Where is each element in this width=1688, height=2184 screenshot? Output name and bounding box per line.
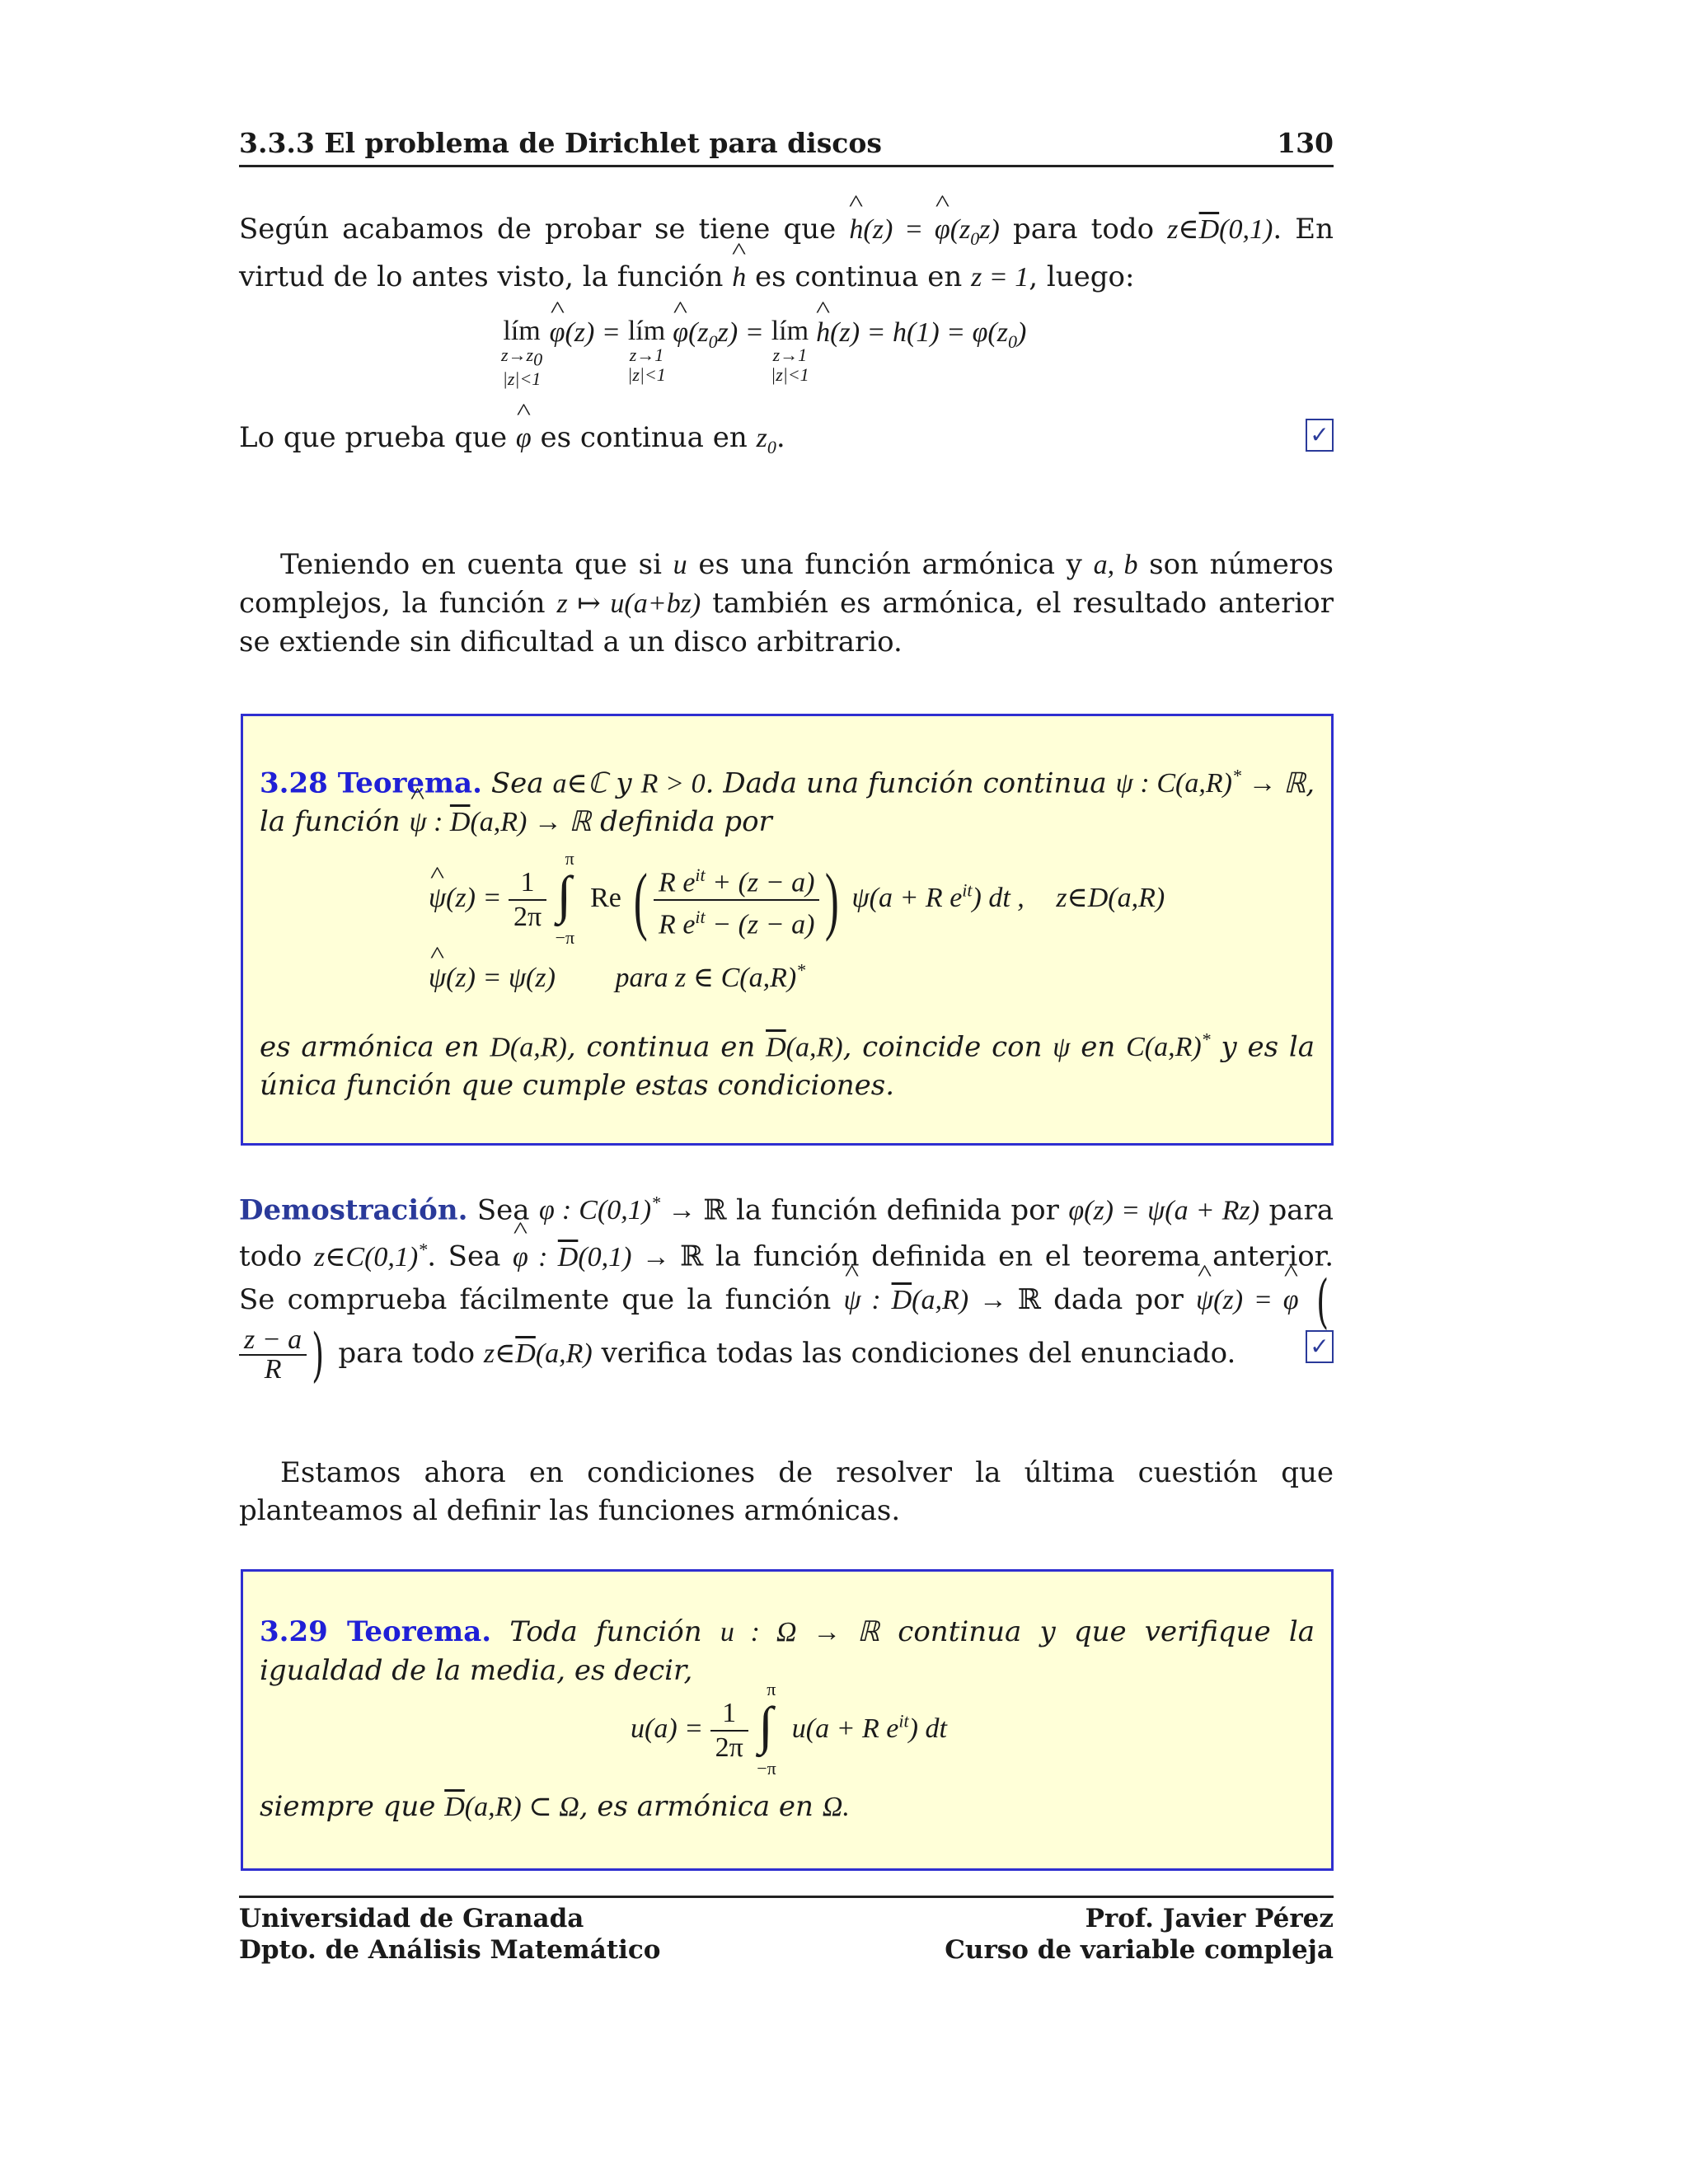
theorem-3-28-statement: 3.28 Teorema. Sea a∈ℂ y R > 0. Dada una función continua ψ : C(a,R)* → ℝ, la función ^ ψ : $\overline{D}(a,R)$ → ℝ definida por — [260, 757, 1315, 841]
theorem-3-28-title: 3.28 Teorema. — [260, 766, 482, 800]
page-footer — [239, 1896, 1334, 1965]
document-page — [239, 0, 1334, 2184]
theorem-3-29-conclusion: siempre que $\overline{D}(a,R)$ ⊂ Ω, es armónica en Ω. — [260, 1790, 850, 1823]
qed-mark-1: ✓ — [1306, 419, 1334, 452]
footer-university: Universidad de Granada — [239, 1904, 584, 1933]
poisson-integral-formula: ^ ψ(z) = $\frac{1}{2\pi}$ π ∫ −π Re ( $\frac{R e^{it} + (z - a)}{R e^{it} - (z - a)}$ ) ψ(a + R $e^{it}$) dt , z∈D(a,R) — [429, 855, 1165, 945]
footer-department: Dpto. de Análisis Matemático — [239, 1935, 661, 1965]
theorem-3-29-box — [241, 1569, 1334, 1871]
boundary-condition: ^ ψ(z) = ψ(z) para z ∈ C(a,R)* — [429, 960, 805, 994]
theorem-3-28-conclusion: es armónica en D(a,R), continua en $\overline{D}(a,R)$, coincide con ψ en C(a,R)* y es la única función que cumple estas condiciones. — [260, 1029, 1315, 1103]
theorem-3-29-title: 3.29 Teorema. — [260, 1615, 492, 1648]
page-number: 130 — [1277, 127, 1334, 159]
section-title: 3.3.3 El problema de Dirichlet para discos — [239, 127, 882, 159]
qed-mark-2: ✓ — [1306, 1330, 1334, 1363]
theorem-3-28-box — [241, 714, 1334, 1146]
paragraph-3: Teniendo en cuenta que si u es una función armónica y a, b son números complejos, la función z ↦ u(a+bz) también es armónica, el resultado anterior se extiende sin dificultad a un disco arbitrario. — [239, 548, 1334, 658]
paragraph-4: Estamos ahora en condiciones de resolver la última cuestión que planteamos al definir las funciones armónicas. — [239, 1456, 1334, 1527]
running-header — [239, 125, 1334, 167]
footer-course: Curso de variable compleja — [945, 1935, 1334, 1965]
proof-paragraph: Demostración. Sea φ : C(0,1)* → ℝ la función definida por φ(z) = ψ(a + Rz) para todo z∈C(0,1)*. Sea ^ φ : $\overline{D}(0,1)$ → ℝ la función definida en el teorema anterior. Se comprueba fácilmente que la función ^ ψ : $\overline{D}(a,R)$ → ℝ dada por ^ ψ(z) = ^ φ ( $\frac{z - a}{R}$ ) para todo $z\in\overline{D}(a,R)$ verifica todas las condiciones del enunciado. — [239, 1183, 1334, 1384]
mean-value-formula: u(a) = $\frac{1}{2\pi}$ π ∫ −π u(a + R $e^{it}$) dt — [631, 1679, 947, 1779]
footer-author: Prof. Javier Pérez — [1085, 1904, 1334, 1933]
proof-label: Demostración. — [239, 1193, 468, 1227]
paragraph-2: Lo que prueba que ^ φ es continua en $z_0$. — [239, 419, 1334, 466]
limit-equation: lím $z\to z_0$ |z|<1 ^ φ(z) = lím z→1 |z|<1 ^ $\varphi(z_0z)$ = lím z→1 |z|<1 ^ $h(z) = h(1) = \varphi(z_0)$ — [501, 317, 1026, 389]
paragraph-1: Según acabamos de probar se tiene que ^ h(z) = ^ $\varphi(z_0z)$ para todo $z\in\overline{D}(0,1)$. En virtud de lo antes visto, la función ^ h es continua en z = 1, luego: — [239, 210, 1334, 297]
theorem-3-29-statement: 3.29 Teorema. Toda función u : Ω → ℝ continua y que verifique la igualdad de la media, es decir, — [260, 1615, 1315, 1687]
